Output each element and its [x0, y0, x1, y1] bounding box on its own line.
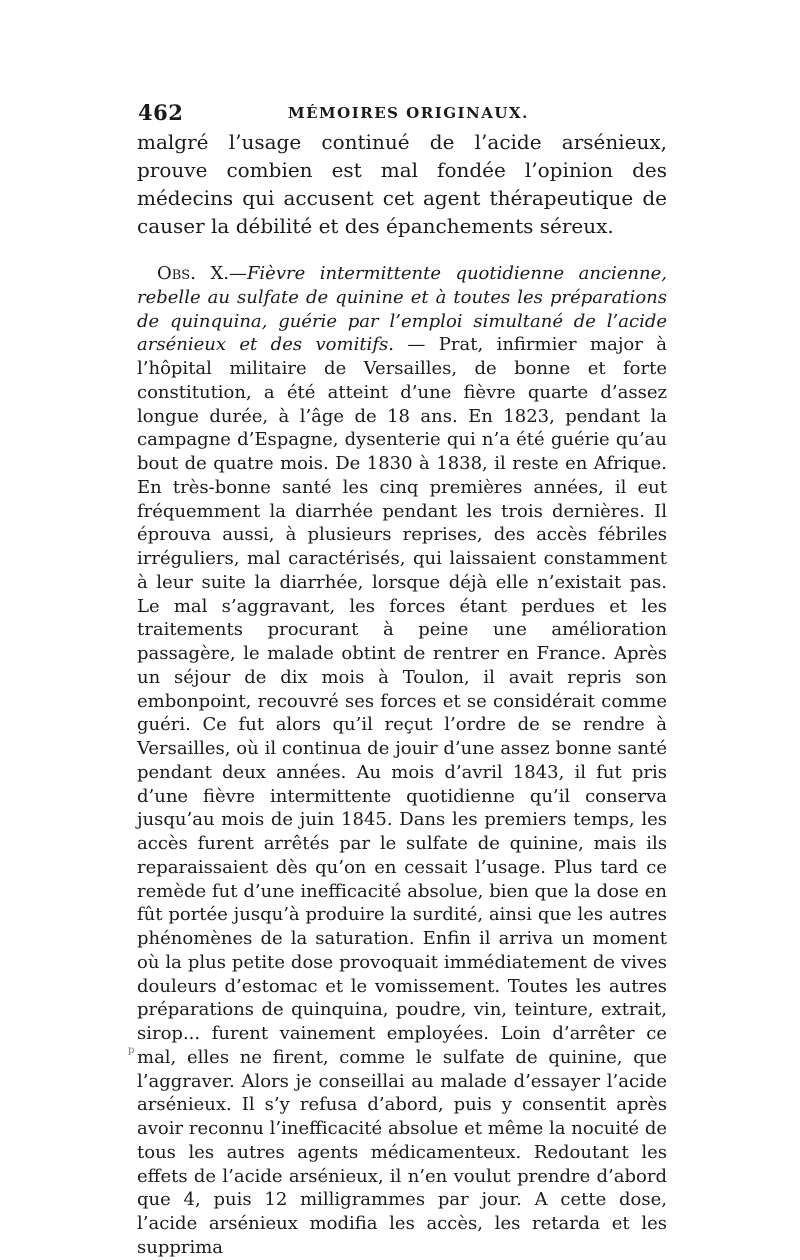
intro-paragraph-block — [137, 128, 667, 240]
observation-label: Obs. X. — [157, 263, 229, 284]
observation-dash: — — [228, 263, 247, 284]
observation-paragraph — [137, 262, 667, 1260]
observation-title: Fièvre intermittente quotidienne ancienne, rebelle au sulfate de quinine et à toutes les préparations de quinquina, guérie par l’emploi simultané de l’acide arsénieux et des vomitifs. — [137, 263, 667, 356]
running-title: MÉMOIRES ORIGINAUX. — [288, 104, 529, 122]
observation-body: — Prat, infirmier major à l’hôpital militaire de Versailles, de bonne et forte constitution, a été atteint d’une fièvre quarte d’assez longue durée, à l’âge de 18 ans. En 1823, pendant la campagne d’Espagne, dysenterie qui n’a été guérie qu’au bout de quatre mois. De 1830 à 1838, il reste en Afrique. En très-bonne santé les cinq premières années, il eut fréquemment la diarrhée pendant les trois dernières. Il éprouva aussi, à plusieurs reprises, des accès fébriles irréguliers, mal caractérisés, qui laissaient constamment à leur suite la diarrhée, lorsque déjà elle n’existait pas. Le mal s’aggravant, les forces étant perdues et les traitements procurant à peine une amélioration passagère, le malade obtint de rentrer en France. Après un séjour de dix mois à Toulon, il avait repris son embonpoint, recouvré ses forces et se considérait comme guéri. Ce fut alors qu’il reçut l’ordre de se rendre à Versailles, où il continua de jouir d’une assez bonne santé pendant deux années. Au mois d’avril 1843, il fut pris d’une fièvre intermittente quotidienne qu’il conserva jusqu’au mois de juin 1845. Dans les premiers temps, les accès furent arrêtés par le sulfate de quinine, mais ils reparaissaient dès qu’on en cessait l’usage. Plus tard ce remède fut d’une inefficacité absolue, bien que la dose en fût portée jusqu’à produire la surdité, ainsi que les autres phénomènes de la saturation. Enfin il arriva un moment où la plus petite dose provoquait immédiatement de vives douleurs d’estomac et le vomissement. Toutes les autres préparations de quinquina, poudre, vin, teinture, extrait, sirop... furent vainement employées. Loin d’arrêter ce mal, elles ne firent, comme le sulfate de quinine, que l’aggraver. Alors je conseillai au malade d’essayer l’acide arsénieux. Il s’y refusa d’abord, puis y consentit après avoir reconnu l’inefficacité absolue et même la nocuité de tous les autres agents médicamenteux. Redoutant les effets de l’acide arsénieux, il n’en voulut prendre d’abord que 4, puis 12 milligrammes par jour. A cette dose, l’acide arsénieux modifia les accès, les retarda et les supprima — [137, 334, 667, 1258]
page-number: 462 — [138, 100, 184, 125]
observation-block — [137, 262, 667, 1260]
margin-mark: p — [128, 1045, 135, 1056]
page-header — [138, 100, 668, 126]
intro-paragraph: malgré l’usage continué de l’acide arsénieux, prouve combien est mal fondée l’opinion des médecins qui accusent cet agent thérapeutique de causer la débilité et des épanchements séreux. — [137, 130, 667, 238]
